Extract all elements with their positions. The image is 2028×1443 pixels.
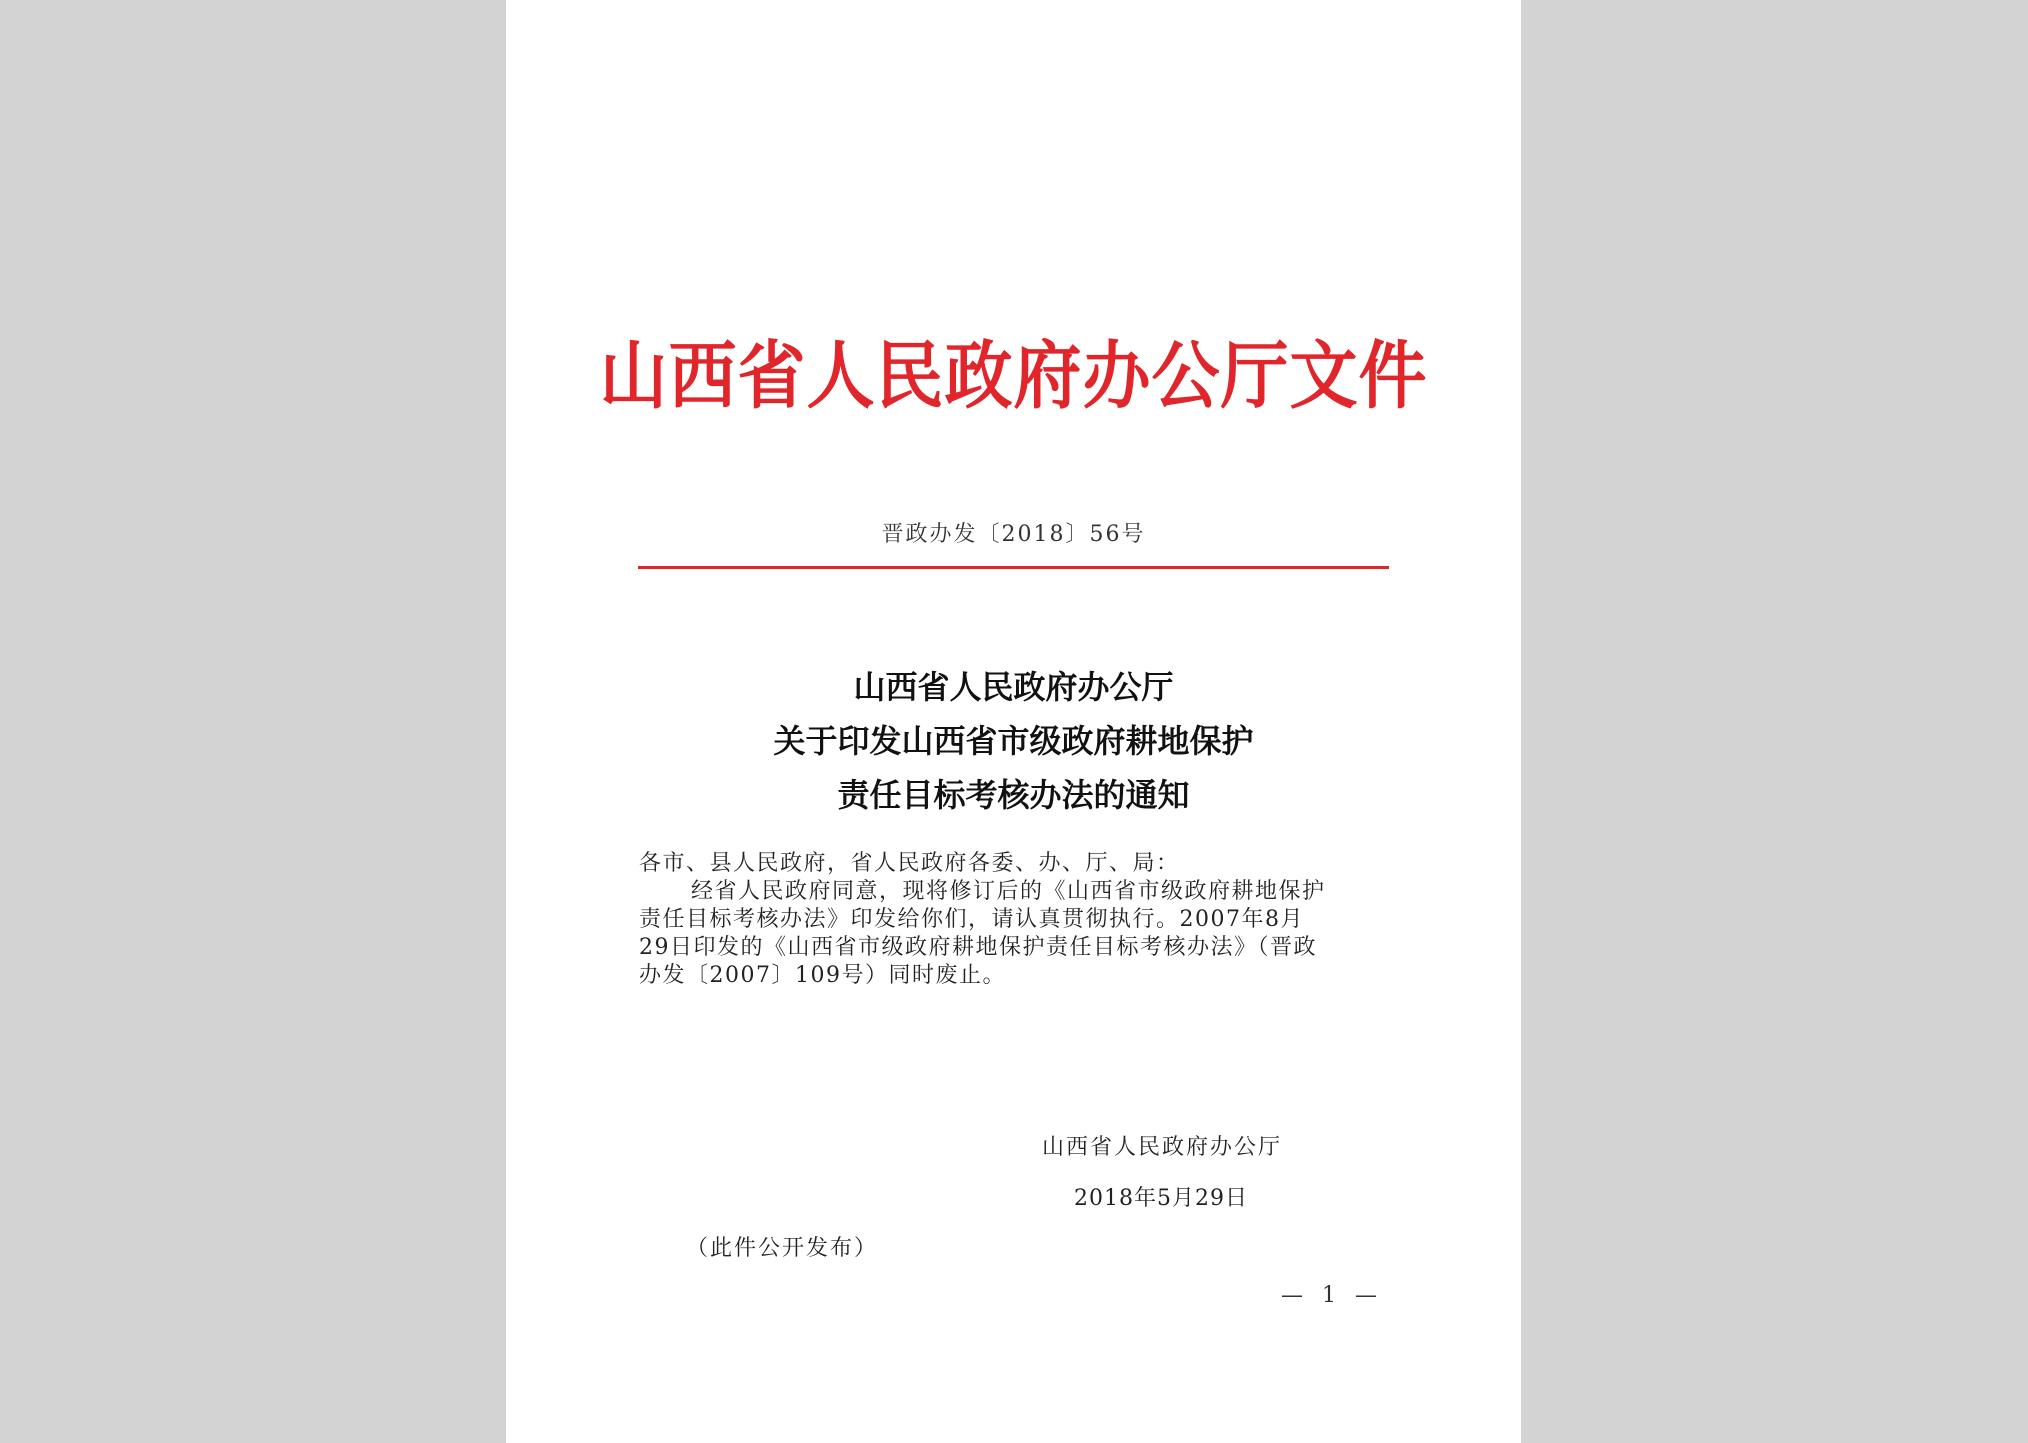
body-line-2: 责任目标考核办法》印发给你们，请认真贯彻执行。2007年8月 [639, 907, 1304, 932]
notice-body [639, 850, 1394, 990]
signature-date: 2018年5月29日 [1074, 1186, 1248, 1211]
notice-title [506, 660, 1521, 822]
body-line-3: 29日印发的《山西省市级政府耕地保护责任目标考核办法》（晋政 [639, 935, 1317, 960]
red-divider-line [638, 566, 1389, 569]
page-number: — 1 — [1281, 1283, 1383, 1308]
title-line-1: 山西省人民政府办公厅 [853, 668, 1174, 706]
salutation: 各市、县人民政府，省人民政府各委、办、厅、局： [639, 851, 1180, 876]
document-number: 晋政办发〔2018〕56号 [881, 522, 1146, 547]
title-line-3: 责任目标考核办法的通知 [837, 776, 1190, 814]
document-page [506, 0, 1521, 1443]
signature-organization: 山西省人民政府办公厅 [1042, 1135, 1283, 1160]
body-line-1: 经省人民政府同意，现将修订后的《山西省市级政府耕地保护 [691, 879, 1326, 904]
body-line-4: 办发〔2007〕109号）同时废止。 [639, 963, 1006, 988]
document-masthead: 山西省人民政府办公厅文件 [599, 333, 1428, 420]
title-line-2: 关于印发山西省市级政府耕地保护 [773, 722, 1254, 760]
public-release-note: （此件公开发布） [686, 1236, 879, 1261]
